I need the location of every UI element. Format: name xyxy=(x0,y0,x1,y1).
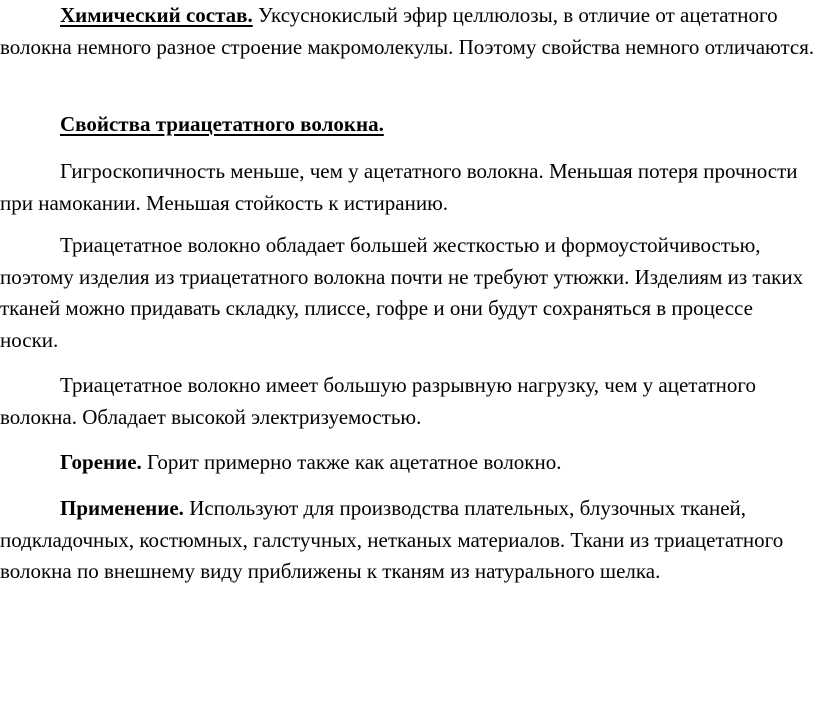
paragraph-application xyxy=(0,493,816,588)
paragraph-tensile-load xyxy=(0,370,816,433)
paragraph-chemical-composition xyxy=(0,0,816,63)
stiffness-text: Триацетатное волокно обладает большей жесткостью и формоустойчивостью, поэтому изделия из триацетатного волокна почти не требуют утюжки. Изделиям из таких тканей можно придавать складку, плиссе, гофре и они будут сохраняться в процессе носки. xyxy=(0,233,804,352)
application-text: Используют для производства плательных, блузочных тканей, подкладочных, костюмных, галстучных, нетканых материалов. Ткани из триацетатного волокна по внешнему виду приближены к тканям из натурального шелка. xyxy=(0,496,784,583)
paragraph-properties-heading xyxy=(0,109,816,141)
chemical-composition-text: Уксуснокислый эфир целлюлозы, в отличие от ацетатного волокна немного разное строение макромолекулы. Поэтому свойства немного отличаются. xyxy=(0,3,815,59)
chemical-composition-heading: Химический состав. xyxy=(60,3,253,27)
paragraph-stiffness xyxy=(0,230,816,356)
paragraph-burning xyxy=(0,447,816,479)
paragraph-hygroscopicity xyxy=(0,156,816,219)
tensile-load-text: Триацетатное волокно имеет большую разрывную нагрузку, чем у ацетатного волокна. Обладает высокой электризуемостью. xyxy=(0,373,757,429)
burning-text: Горит примерно также как ацетатное волокно. xyxy=(141,450,562,474)
burning-heading: Горение. xyxy=(60,450,142,474)
hygroscopicity-text: Гигроскопичность меньше, чем у ацетатного волокна. Меньшая потеря прочности при намокании. Меньшая стойкость к истиранию. xyxy=(0,159,798,215)
application-heading: Применение. xyxy=(60,496,184,520)
triacetate-properties-heading: Свойства триацетатного волокна. xyxy=(60,112,384,136)
